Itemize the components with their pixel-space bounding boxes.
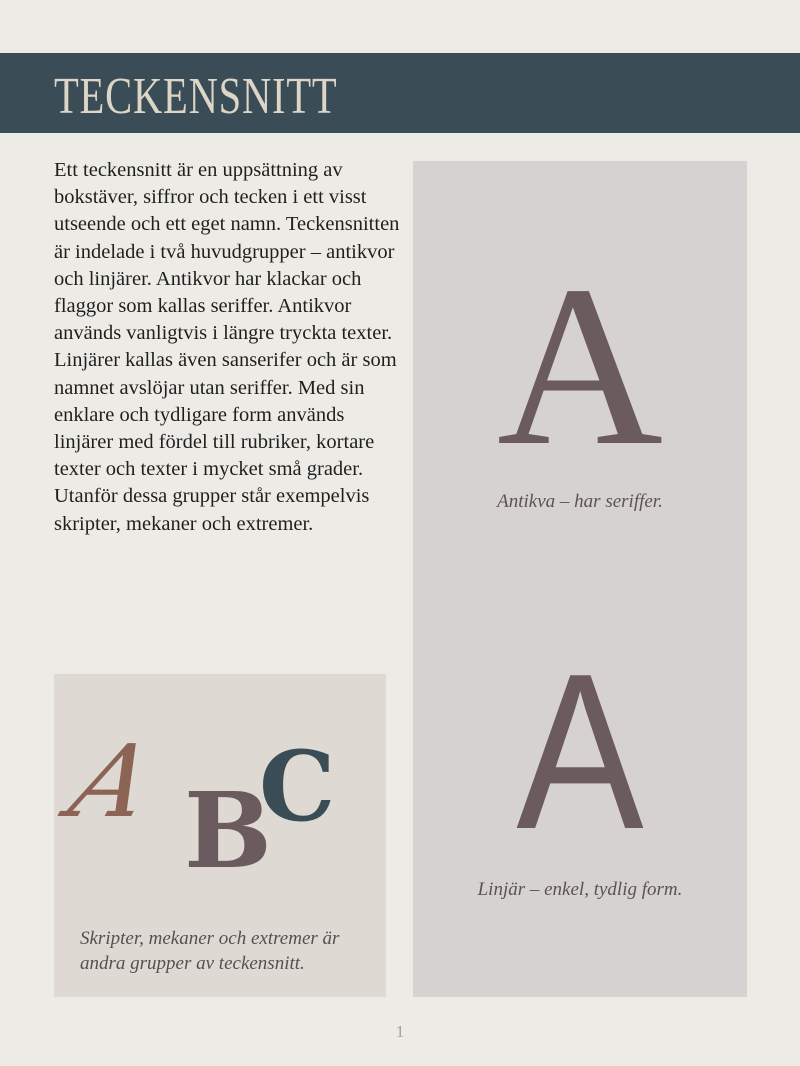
extrem-letter-c: C <box>259 730 336 843</box>
linjar-letter: A <box>516 628 644 876</box>
antikva-letter: A <box>496 238 664 493</box>
other-groups-panel <box>54 674 386 997</box>
other-groups-caption: Skripter, mekaner och extremer är andra grupper av teckensnitt. <box>80 928 340 974</box>
page-number: 1 <box>395 1022 405 1041</box>
body-paragraph: Ett teckensnitt är en uppsättning av bokstäver, siffror och tecken i ett visst utseende och ett eget namn. Teckensnitten är indelade i två huvudgrupper – antikvor och linjärer. Antikvor har klackar och flaggor som kallas seriffer. Antikvor används vanligtvis i längre tryckta texter. Linjärer kallas även sanserifer och är som namnet avslöjar utan seriffer. Med sin enklare och tydligare form används linjärer med fördel till rubriker, kortare texter och texter i mycket små grader. Utanför dessa grupper står exempelvis skripter, mekaner och extremer. <box>54 159 400 535</box>
antikva-caption: Antikva – har seriffer. <box>497 491 663 512</box>
typeface-comparison-panel <box>413 161 747 997</box>
script-letter-a: A <box>57 723 168 840</box>
header-bar <box>0 53 800 133</box>
mekan-letter-b: B <box>184 769 272 892</box>
linjar-caption: Linjär – enkel, tydlig form. <box>477 879 683 900</box>
page-title: TECKENSNITT <box>54 68 338 125</box>
